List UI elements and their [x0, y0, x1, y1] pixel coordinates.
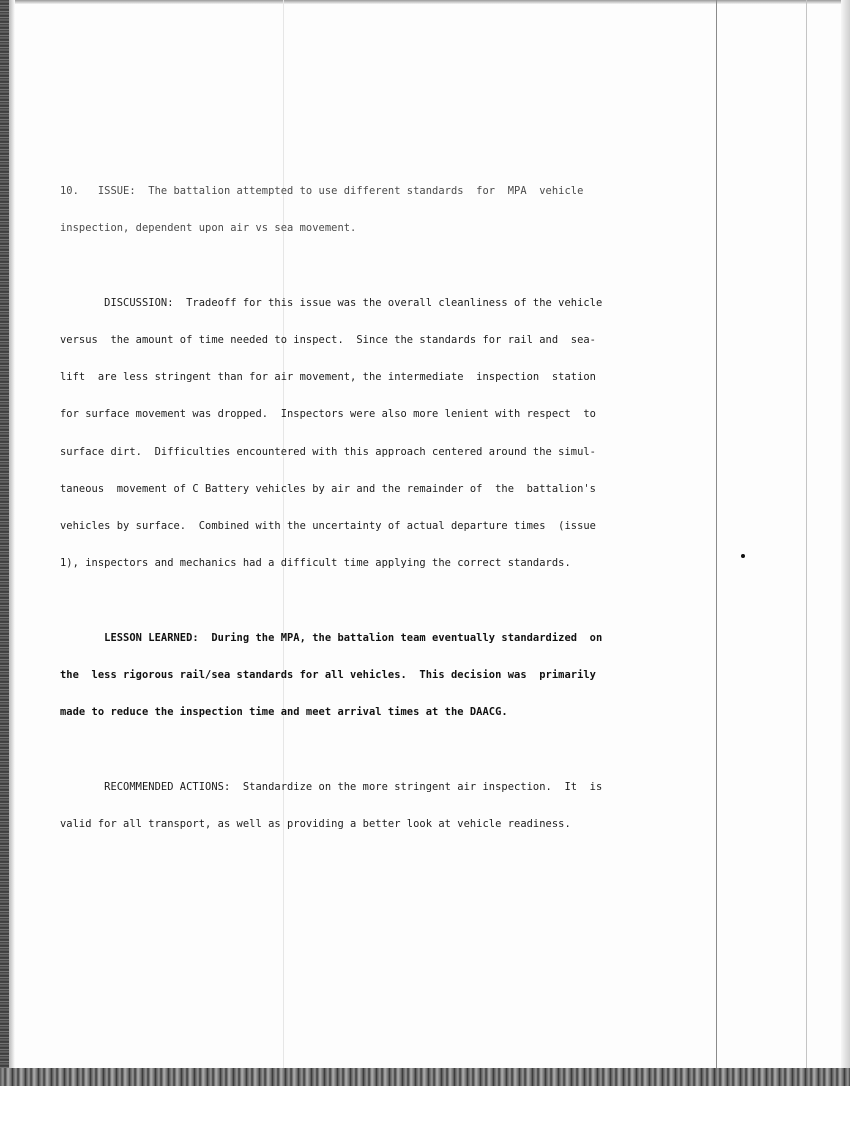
lesson-learned-paragraph [60, 607, 800, 743]
recommended-actions-paragraph [60, 756, 800, 855]
document-body [60, 160, 800, 868]
discussion-line: DISCUSSION: Tradeoff for this issue was the overall cleanliness of the vehicle [60, 296, 603, 309]
scan-edge-bottom [0, 1068, 850, 1086]
scan-rule-line [806, 0, 807, 1068]
scan-edge-left-shade [9, 0, 15, 1139]
discussion-line: vehicles by surface. Combined with the uncertainty of actual departure times (issue [60, 519, 596, 532]
issue-paragraph [60, 160, 800, 259]
page-bottom-margin [0, 1086, 850, 1139]
recommended-line: RECOMMENDED ACTIONS: Standardize on the more stringent air inspection. It is [60, 780, 603, 793]
discussion-line: lift are less stringent than for air movement, the intermediate inspection station [60, 371, 596, 384]
discussion-line: surface dirt. Difficulties encountered with this approach centered around the simul- [60, 445, 596, 458]
scan-edge-top [0, 0, 850, 4]
scan-edge-left [0, 0, 9, 1139]
discussion-line: versus the amount of time needed to inspect. Since the standards for rail and sea- [60, 333, 596, 346]
lesson-line: the less rigorous rail/sea standards for all vehicles. This decision was primarily [60, 669, 596, 682]
discussion-line: taneous movement of C Battery vehicles by air and the remainder of the battalion's [60, 482, 596, 495]
issue-line: 10. ISSUE: The battalion attempted to use different standards for MPA vehicle [60, 184, 584, 197]
lesson-line: made to reduce the inspection time and meet arrival times at the DAACG. [60, 706, 508, 719]
issue-line: inspection, dependent upon air vs sea movement. [60, 222, 357, 235]
discussion-paragraph [60, 272, 800, 595]
discussion-line: 1), inspectors and mechanics had a difficult time applying the correct standards. [60, 557, 571, 570]
lesson-line: LESSON LEARNED: During the MPA, the battalion team eventually standardized on [60, 631, 603, 644]
discussion-line: for surface movement was dropped. Inspectors were also more lenient with respect to [60, 408, 596, 421]
recommended-line: valid for all transport, as well as providing a better look at vehicle readiness. [60, 818, 571, 831]
scan-edge-right [841, 0, 850, 1139]
